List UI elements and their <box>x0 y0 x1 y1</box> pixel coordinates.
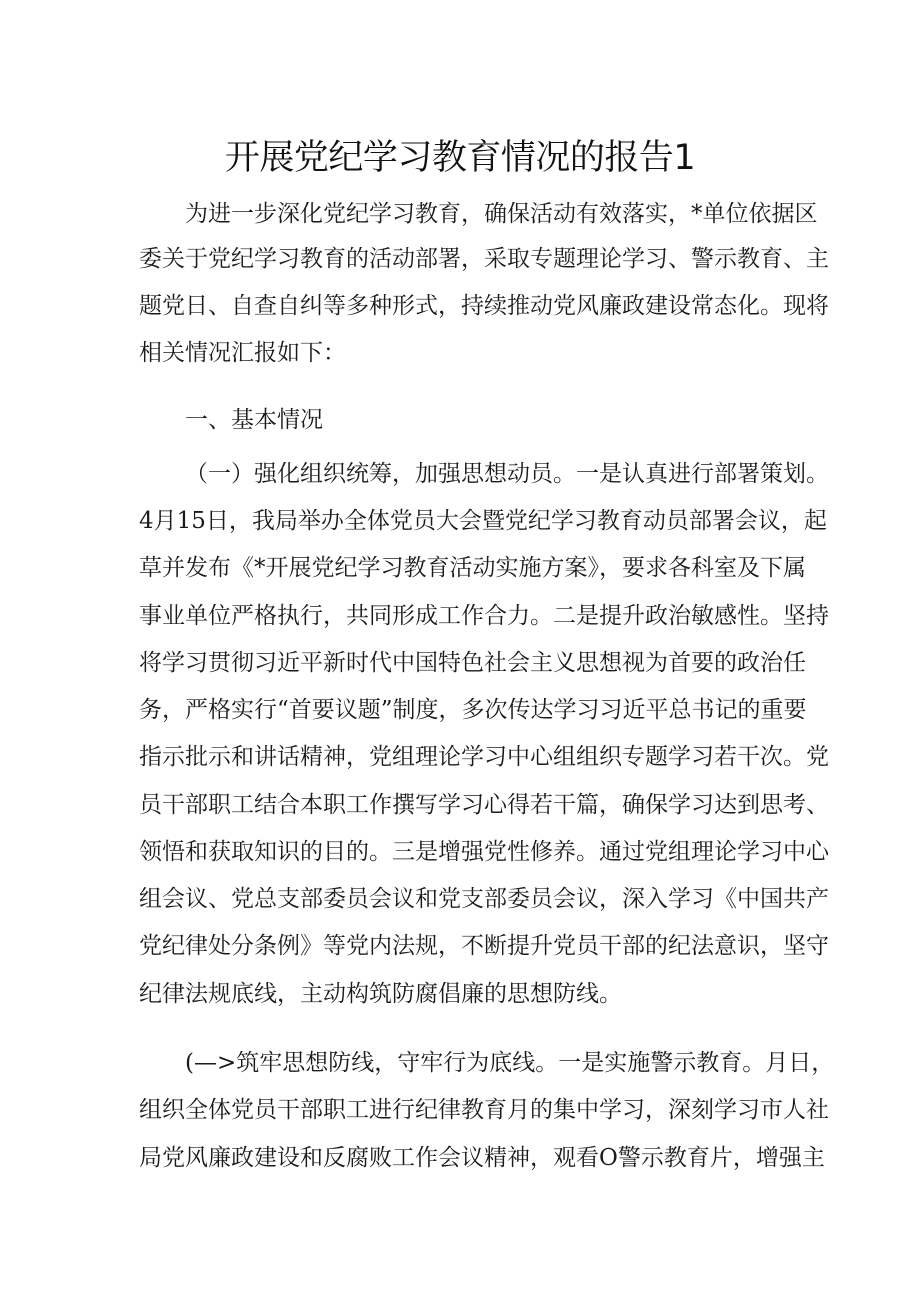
intro-line: 相关情况汇报如下： <box>139 340 346 366</box>
paragraph-line: 务，严格实行“首要议题”制度，多次传达学习习近平总书记的重要 <box>139 697 807 723</box>
paragraph-line: 将学习贯彻习近平新时代中国特色社会主义思想视为首要的政治任 <box>139 650 806 676</box>
paragraph-line: 指示批示和讲话精神，党组理论学习中心组组织专题学习若干次。党 <box>139 744 829 770</box>
paragraph-line: 局党风廉政建设和反腐败工作会议精神，观看O警示教育片，增强主 <box>139 1145 825 1171</box>
intro-line: 为进一步深化党纪学习教育，确保活动有效落实，*单位依据区 <box>185 201 818 227</box>
intro-line: 题党日、自查自纠等多种形式，持续推动党风廉政建设常态化。现将 <box>139 293 829 319</box>
paragraph-line: 党纪律处分条例》等党内法规，不断提升党员干部的纪法意识，坚守 <box>139 933 829 959</box>
paragraph-line: 纪律法规底线，主动构筑防腐倡廉的思想防线。 <box>139 981 622 1007</box>
paragraph-line: 员干部职工结合本职工作撰写学习心得若干篇，确保学习达到思考、 <box>139 792 829 818</box>
paragraph-line: (—>筑牢思想防线，守牢行为底线。一是实施警示教育。月日， <box>185 1050 835 1076</box>
section-heading: 一、基本情况 <box>185 407 323 433</box>
document-title: 开展党纪学习教育情况的报告1 <box>224 138 696 178</box>
paragraph-line: 组会议、党总支部委员会议和党支部委员会议，深入学习《中国共产 <box>139 886 829 912</box>
paragraph-line: 组织全体党员干部职工进行纪律教育月的集中学习，深刻学习市人社 <box>139 1097 829 1123</box>
intro-line: 委关于党纪学习教育的活动部署，采取专题理论学习、警示教育、主 <box>139 246 829 272</box>
paragraph-line: （一）强化组织统筹，加强思想动员。一是认真进行部署策划。 <box>185 461 829 487</box>
paragraph-line: 事业单位严格执行，共同形成工作合力。二是提升政治敏感性。坚持 <box>139 603 829 629</box>
paragraph-line: 领悟和获取知识的目的。三是增强党性修养。通过党组理论学习中心 <box>139 839 829 865</box>
paragraph-line: 草并发布《*开展党纪学习教育活动实施方案》，要求各科室及下属 <box>139 555 806 581</box>
paragraph-line: 4月15日，我局举办全体党员大会暨党纪学习教育动员部署会议，起 <box>139 508 827 534</box>
